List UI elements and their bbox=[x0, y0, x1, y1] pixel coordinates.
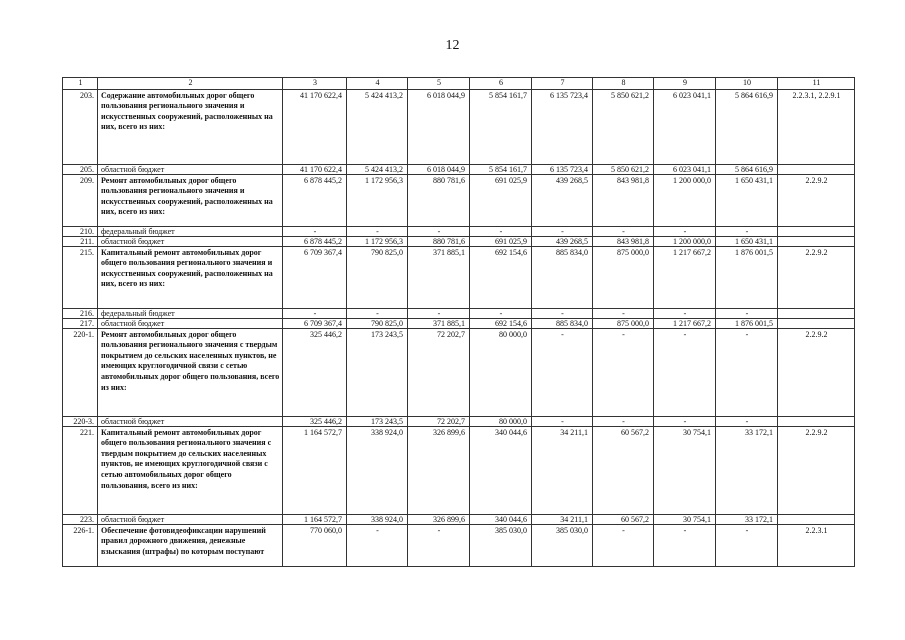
table-row bbox=[63, 514, 855, 524]
reference-cell bbox=[778, 318, 855, 328]
value-cell: 6 709 367,4 bbox=[283, 318, 347, 328]
value-cell: 72 202,7 bbox=[408, 328, 470, 416]
table-row bbox=[63, 524, 855, 566]
value-cell: 6 878 445,2 bbox=[283, 174, 347, 226]
table-row bbox=[63, 89, 855, 164]
value-cell: - bbox=[716, 328, 778, 416]
value-cell: - bbox=[654, 416, 716, 426]
reference-cell bbox=[778, 236, 855, 246]
row-code: 215. bbox=[63, 246, 98, 308]
row-code: 217. bbox=[63, 318, 98, 328]
value-cell: - bbox=[654, 328, 716, 416]
value-cell: 326 899,6 bbox=[408, 514, 470, 524]
row-description: областной бюджет bbox=[98, 514, 283, 524]
value-cell: - bbox=[593, 328, 654, 416]
value-cell: 326 899,6 bbox=[408, 426, 470, 514]
row-code: 226-1. bbox=[63, 524, 98, 566]
header-cell: 5 bbox=[408, 78, 470, 90]
value-cell: 691 025,9 bbox=[470, 236, 532, 246]
reference-cell: 2.2.9.2 bbox=[778, 174, 855, 226]
value-cell: 875 000,0 bbox=[593, 246, 654, 308]
value-cell: - bbox=[408, 524, 470, 566]
value-cell: 1 200 000,0 bbox=[654, 174, 716, 226]
value-cell: 34 211,1 bbox=[532, 514, 593, 524]
value-cell: 80 000,0 bbox=[470, 416, 532, 426]
value-cell: 6 018 044,9 bbox=[408, 164, 470, 174]
value-cell: 1 650 431,1 bbox=[716, 236, 778, 246]
row-description: областной бюджет bbox=[98, 318, 283, 328]
value-cell: 5 854 161,7 bbox=[470, 89, 532, 164]
value-cell: 371 885,1 bbox=[408, 318, 470, 328]
value-cell: 770 060,0 bbox=[283, 524, 347, 566]
reference-cell: 2.2.3.1 bbox=[778, 524, 855, 566]
row-code: 220-3. bbox=[63, 416, 98, 426]
value-cell: 80 000,0 bbox=[470, 328, 532, 416]
value-cell: - bbox=[716, 416, 778, 426]
value-cell: 1 164 572,7 bbox=[283, 514, 347, 524]
value-cell: 1 172 956,3 bbox=[347, 174, 408, 226]
value-cell: 33 172,1 bbox=[716, 426, 778, 514]
value-cell: 875 000,0 bbox=[593, 318, 654, 328]
budget-table bbox=[62, 77, 855, 567]
row-description: Капитальный ремонт автомобильных дорог общего пользования регионального значения с твердым покрытием до сельских населенных пунктов, не имеющих круглогодичной связи с сетью автомобильных дорог общего пользования, всего из них: bbox=[98, 426, 283, 514]
value-cell: 30 754,1 bbox=[654, 514, 716, 524]
value-cell: 692 154,6 bbox=[470, 246, 532, 308]
value-cell: - bbox=[408, 308, 470, 318]
value-cell: 843 981,8 bbox=[593, 236, 654, 246]
value-cell: - bbox=[408, 226, 470, 236]
value-cell: - bbox=[347, 524, 408, 566]
value-cell: 340 044,6 bbox=[470, 426, 532, 514]
value-cell: - bbox=[470, 308, 532, 318]
value-cell: 385 030,0 bbox=[470, 524, 532, 566]
value-cell: - bbox=[283, 308, 347, 318]
value-cell: - bbox=[347, 308, 408, 318]
table-row bbox=[63, 246, 855, 308]
reference-cell bbox=[778, 308, 855, 318]
value-cell: 885 834,0 bbox=[532, 246, 593, 308]
value-cell: 60 567,2 bbox=[593, 514, 654, 524]
header-cell: 10 bbox=[716, 78, 778, 90]
reference-cell bbox=[778, 226, 855, 236]
row-description: областной бюджет bbox=[98, 236, 283, 246]
value-cell: 691 025,9 bbox=[470, 174, 532, 226]
value-cell: - bbox=[654, 524, 716, 566]
row-code: 211. bbox=[63, 236, 98, 246]
value-cell: - bbox=[716, 226, 778, 236]
table-body bbox=[63, 78, 855, 567]
row-code: 220-1. bbox=[63, 328, 98, 416]
value-cell: 439 268,5 bbox=[532, 236, 593, 246]
table-row bbox=[63, 236, 855, 246]
reference-cell bbox=[778, 514, 855, 524]
value-cell: 6 709 367,4 bbox=[283, 246, 347, 308]
value-cell: 880 781,6 bbox=[408, 236, 470, 246]
value-cell: 5 864 616,9 bbox=[716, 89, 778, 164]
value-cell: 6 135 723,4 bbox=[532, 89, 593, 164]
value-cell: - bbox=[470, 226, 532, 236]
header-cell: 3 bbox=[283, 78, 347, 90]
value-cell: 843 981,8 bbox=[593, 174, 654, 226]
value-cell: - bbox=[593, 226, 654, 236]
value-cell: 325 446,2 bbox=[283, 328, 347, 416]
value-cell: - bbox=[593, 308, 654, 318]
table-row bbox=[63, 328, 855, 416]
value-cell: - bbox=[347, 226, 408, 236]
value-cell: 5 854 161,7 bbox=[470, 164, 532, 174]
value-cell: - bbox=[593, 524, 654, 566]
value-cell: 41 170 622,4 bbox=[283, 89, 347, 164]
table-row bbox=[63, 174, 855, 226]
value-cell: 6 135 723,4 bbox=[532, 164, 593, 174]
reference-cell: 2.2.9.2 bbox=[778, 328, 855, 416]
value-cell: 5 864 616,9 bbox=[716, 164, 778, 174]
header-cell: 6 bbox=[470, 78, 532, 90]
value-cell: 6 023 041,1 bbox=[654, 164, 716, 174]
header-cell: 1 bbox=[63, 78, 98, 90]
value-cell: 385 030,0 bbox=[532, 524, 593, 566]
value-cell: 1 172 956,3 bbox=[347, 236, 408, 246]
reference-cell bbox=[778, 416, 855, 426]
value-cell: - bbox=[532, 308, 593, 318]
header-cell: 8 bbox=[593, 78, 654, 90]
value-cell: 5 850 621,2 bbox=[593, 89, 654, 164]
table-row bbox=[63, 426, 855, 514]
value-cell: 338 924,0 bbox=[347, 426, 408, 514]
value-cell: 1 217 667,2 bbox=[654, 246, 716, 308]
value-cell: - bbox=[593, 416, 654, 426]
value-cell: 6 018 044,9 bbox=[408, 89, 470, 164]
page-number: 12 bbox=[445, 38, 460, 53]
header-cell: 7 bbox=[532, 78, 593, 90]
row-code: 205. bbox=[63, 164, 98, 174]
table-row bbox=[63, 416, 855, 426]
value-cell: 33 172,1 bbox=[716, 514, 778, 524]
value-cell: 371 885,1 bbox=[408, 246, 470, 308]
value-cell: 880 781,6 bbox=[408, 174, 470, 226]
row-description: областной бюджет bbox=[98, 416, 283, 426]
value-cell: 325 446,2 bbox=[283, 416, 347, 426]
table-row bbox=[63, 226, 855, 236]
row-description: Обеспечение фотовидеофиксации нарушений правил дорожного движения, денежные взыскания (штрафы) по которым поступают bbox=[98, 524, 283, 566]
header-cell: 2 bbox=[98, 78, 283, 90]
table-row bbox=[63, 318, 855, 328]
value-cell: 173 243,5 bbox=[347, 416, 408, 426]
value-cell: - bbox=[716, 308, 778, 318]
value-cell: 173 243,5 bbox=[347, 328, 408, 416]
value-cell: 5 850 621,2 bbox=[593, 164, 654, 174]
value-cell: 1 217 667,2 bbox=[654, 318, 716, 328]
value-cell: 338 924,0 bbox=[347, 514, 408, 524]
reference-cell: 2.2.9.2 bbox=[778, 426, 855, 514]
value-cell: 1 164 572,7 bbox=[283, 426, 347, 514]
value-cell: - bbox=[532, 328, 593, 416]
value-cell: 1 200 000,0 bbox=[654, 236, 716, 246]
row-description: Ремонт автомобильных дорог общего пользования регионального значения с твердым покрытием до сельских населенных пунктов, не имеющих круглогодичной связи с сетью автомобильных дорог общего пользования, всего из них: bbox=[98, 328, 283, 416]
value-cell: 72 202,7 bbox=[408, 416, 470, 426]
value-cell: 6 878 445,2 bbox=[283, 236, 347, 246]
value-cell: 790 825,0 bbox=[347, 318, 408, 328]
value-cell: 41 170 622,4 bbox=[283, 164, 347, 174]
value-cell: 340 044,6 bbox=[470, 514, 532, 524]
row-code: 223. bbox=[63, 514, 98, 524]
value-cell: - bbox=[716, 524, 778, 566]
table-header-row bbox=[63, 78, 855, 90]
table-row bbox=[63, 164, 855, 174]
reference-cell: 2.2.9.2 bbox=[778, 246, 855, 308]
row-code: 210. bbox=[63, 226, 98, 236]
value-cell: - bbox=[283, 226, 347, 236]
row-description: областной бюджет bbox=[98, 164, 283, 174]
table-row bbox=[63, 308, 855, 318]
row-code: 203. bbox=[63, 89, 98, 164]
row-code: 209. bbox=[63, 174, 98, 226]
reference-cell: 2.2.3.1, 2.2.9.1 bbox=[778, 89, 855, 164]
value-cell: 1 876 001,5 bbox=[716, 246, 778, 308]
row-description: Ремонт автомобильных дорог общего пользования регионального значения и искусственных сооружений, расположенных на них, всего из них: bbox=[98, 174, 283, 226]
row-code: 216. bbox=[63, 308, 98, 318]
value-cell: - bbox=[654, 308, 716, 318]
value-cell: 5 424 413,2 bbox=[347, 89, 408, 164]
value-cell: 34 211,1 bbox=[532, 426, 593, 514]
row-description: федеральный бюджет bbox=[98, 308, 283, 318]
row-description: Содержание автомобильных дорог общего пользования регионального значения и искусственных сооружений, расположенных на них, всего из них: bbox=[98, 89, 283, 164]
row-description: федеральный бюджет bbox=[98, 226, 283, 236]
row-code: 221. bbox=[63, 426, 98, 514]
value-cell: - bbox=[654, 226, 716, 236]
value-cell: 1 650 431,1 bbox=[716, 174, 778, 226]
reference-cell bbox=[778, 164, 855, 174]
value-cell: - bbox=[532, 416, 593, 426]
value-cell: 60 567,2 bbox=[593, 426, 654, 514]
value-cell: 692 154,6 bbox=[470, 318, 532, 328]
value-cell: 1 876 001,5 bbox=[716, 318, 778, 328]
value-cell: 6 023 041,1 bbox=[654, 89, 716, 164]
header-cell: 11 bbox=[778, 78, 855, 90]
value-cell: - bbox=[532, 226, 593, 236]
value-cell: 790 825,0 bbox=[347, 246, 408, 308]
value-cell: 30 754,1 bbox=[654, 426, 716, 514]
value-cell: 5 424 413,2 bbox=[347, 164, 408, 174]
value-cell: 885 834,0 bbox=[532, 318, 593, 328]
header-cell: 4 bbox=[347, 78, 408, 90]
row-description: Капитальный ремонт автомобильных дорог общего пользования регионального значения и искусственных сооружений, расположенных на них, всего из них: bbox=[98, 246, 283, 308]
header-cell: 9 bbox=[654, 78, 716, 90]
value-cell: 439 268,5 bbox=[532, 174, 593, 226]
